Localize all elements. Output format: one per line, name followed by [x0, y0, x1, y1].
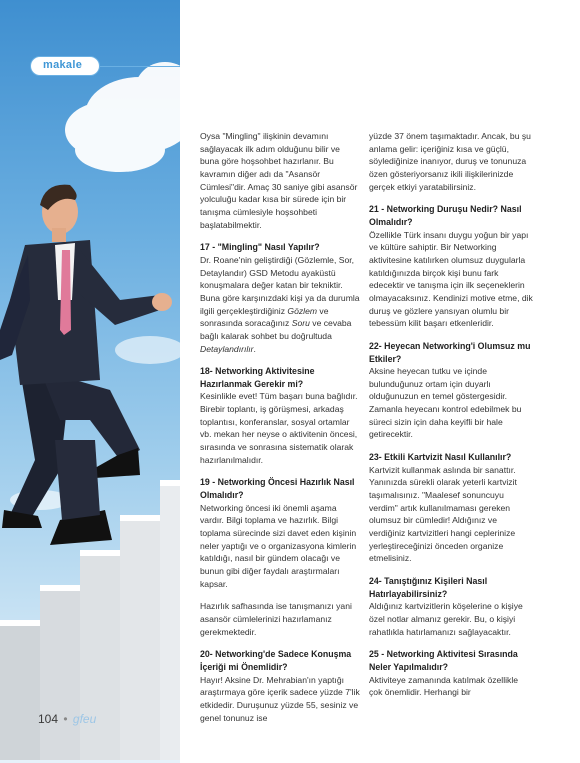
heading-21: 21 - Networking Duruşu Nedir? Nasıl Olmalıdır? [369, 204, 522, 227]
section-tag [30, 56, 100, 76]
heading-22: 22- Heyecan Networking'i Olumsuz mu Etkiler? [369, 340, 531, 364]
heading-23: 23- Etkili Kartvizit Nasıl Kullanılır? [369, 452, 512, 463]
paragraph-25: Aktiviteye zamanında katılmak özellikle çok önemlidir. Herhangi bir [369, 674, 519, 698]
heading-17: 17 - "Mingling" Nasıl Yapılır? [200, 242, 320, 253]
article-column-1 [200, 130, 360, 734]
section-tag-rule [100, 66, 180, 67]
cloud-graphic [65, 62, 180, 172]
heading-24: 24- Tanıştığınız Kişileri Nasıl Hatırlayabilirsiniz? [369, 576, 488, 599]
cover-photo [0, 0, 180, 763]
heading-18: 18- Networking Aktivitesine Hazırlanmak Gerekir mi? [200, 366, 315, 389]
paragraph-22: Aksine heyecan tutku ve içinde bulunduğunuz ortam için duyarlı olduğunuzun en temel göstergesidir. Zamanla heyecanı kontrol edebilmek bu süreci sizin için daha keyifli bir hale getirecektir. [369, 366, 522, 440]
paragraph-18: Kesinlikle evet! Tüm başarı buna bağlıdır. Birebir toplantı, iş görüşmesi, arkadaş toplantısı, konferanslar, sosyal ortamlar vb. mekan her neyse o aktivitenin öncesi, sırasında ve sonrasına sistematik olarak hazırlanılmalıdır. [200, 391, 358, 465]
paragraph-19a: Networking öncesi iki önemli aşama vardır. Bilgi toplama ve hazırlık. Bilgi toplama sürecinde sizi davet eden kişinin neler yaptığı ve o organizasyona kimlerin katıldığı, nasıl bir gündem olacağı ve bunun gibi diğer faydalı araştırmaları kapsar. [200, 502, 357, 589]
section-tag-label: makale [43, 59, 83, 71]
page-footer [38, 712, 96, 726]
page-number: 104 [38, 712, 59, 726]
paragraph-21: Özellikle Türk insanı duygu yoğun bir yapı ve kültüre sahiptir. Bir Networking aktivitesine katılırken olumsuz duygularla katıldığınızda birçok kişi bunu fark edecektir ve tanışma için ilk seçeneklerin olmayacaksınız. Kendinizi motive etme, dik duruş ve gözlere yansıyan olumlu bir tebessüm kilit başarı etkenleridir. [369, 229, 533, 329]
footer-separator: • [63, 712, 68, 726]
businessman-stairs-illustration [0, 0, 180, 763]
paragraph-24: Aldığınız kartvizitlerin köşelerine o kişiye özel notlar almanız gerekir. Bu, o kişiyi rahatlıkla hatırlamanızı sağlayacaktır. [369, 601, 523, 637]
heading-19: 19 - Networking Öncesi Hazırlık Nasıl Olmalıdır? [200, 477, 355, 501]
magazine-name: gfeu [72, 712, 97, 726]
businessman-figure [0, 185, 172, 545]
heading-25: 25 - Networking Aktivitesi Sırasında Neler Yapılmalıdır? [369, 649, 518, 672]
column1-intro: Oysa "Mingling" ilişkinin devamını sağlayacak ilk adım olduğunu bilir ve buna göre hoşsohbet hazırlanır. Bu kavramın diğer adı da "Asansör Cümlesi"dir. Amaç 30 saniye gibi asansör yolculuğu kadar kısa bir sürede için bir tanışma cümlesiyle hoşsohbeti başlatabilmektir. [200, 131, 358, 230]
article-column-2 [369, 130, 533, 709]
paragraph-23: Kartvizit kullanmak aslında bir sanattır. Yanınızda sürekli olarak yeterli kartvizit taşımalısınız. "Maalesef sonuncuyu verdim" artık kullanılmaması gereken olumsuz bir cümledir! Aldığınız ve verdiğiniz kartvizitleri hangi ceplerinize yerleştireceğinizi önceden organize etmelisiniz. [369, 464, 517, 564]
paragraph-19b: Hazırlık safhasında ise tanışmanızı yani asansör cümlelerinizi hazırlamanız gerekmektedir. [200, 601, 352, 637]
paragraph-17: Dr. Roane'nin geliştirdiği (Gözlemle, Sor, Detaylandır) GSD Metodu ayaküstü konuşmalara değer katan bir tekniktir. Buna göre karşınızdaki kişi ya da durumla ilgili gerçekleştirdiğiniz Gözlem ve sonrasında soracağınız Soru ve cevaba bağlı kalarak sohbet bu doğrultuda Detaylandırılır. [200, 254, 360, 354]
column2-intro: yüzde 37 önem taşımaktadır. Ancak, bu şu anlama gelir: içeriğiniz kısa ve güçlü, söylediğinize inanıyor, duruş ve tonunuza özen gösteriyorsanız ikili ilişkilerinizde gerçek etkiyi yaratabilirsiniz. [369, 131, 531, 192]
paragraph-20: Hayır! Aksine Dr. Mehrabian'ın yaptığı araştırmaya göre içerik sadece yüzde 7'lik etkidedir. Duruşunuz yüzde 55, sesiniz ve genel tonunuz ise [200, 674, 360, 723]
heading-20: 20- Networking'de Sadece Konuşma İçeriği mi Önemlidir? [200, 649, 352, 672]
